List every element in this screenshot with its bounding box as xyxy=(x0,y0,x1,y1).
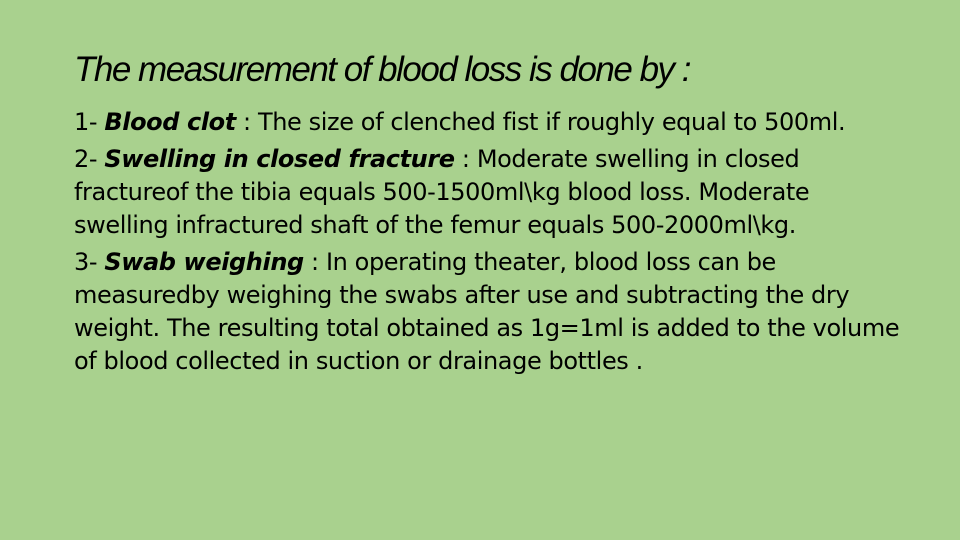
item-term: Swelling in closed fracture xyxy=(104,145,455,173)
item-number: 1- xyxy=(74,108,105,136)
list-item-swab-weighing xyxy=(74,246,904,378)
slide-title: The measurement of blood loss is done by : xyxy=(74,50,690,89)
item-number: 2- xyxy=(74,145,105,173)
item-term: Blood clot xyxy=(104,108,236,136)
item-text: The size of clenched fist if roughly equal to 500ml. xyxy=(257,108,846,136)
item-separator: : xyxy=(454,145,477,173)
list-item-swelling-fracture xyxy=(74,143,904,242)
item-term: Swab weighing xyxy=(104,248,304,276)
item-separator: : xyxy=(303,248,326,276)
slide-body xyxy=(74,106,904,382)
list-item-blood-clot xyxy=(74,106,904,139)
item-separator: : xyxy=(235,108,258,136)
item-text: In operating theater, blood loss can be measuredby weighing the swabs after use and subtracting the dry weight. The resulting total obtained as 1g=1ml is added to the volume of blood collected in suction or drainage bottles . xyxy=(74,248,900,375)
item-text: Moderate swelling in closed fractureof the tibia equals 500-1500ml\kg blood loss. Moderate swelling infractured shaft of the femur equals 500-2000ml\kg. xyxy=(74,145,810,239)
item-number: 3- xyxy=(74,248,105,276)
